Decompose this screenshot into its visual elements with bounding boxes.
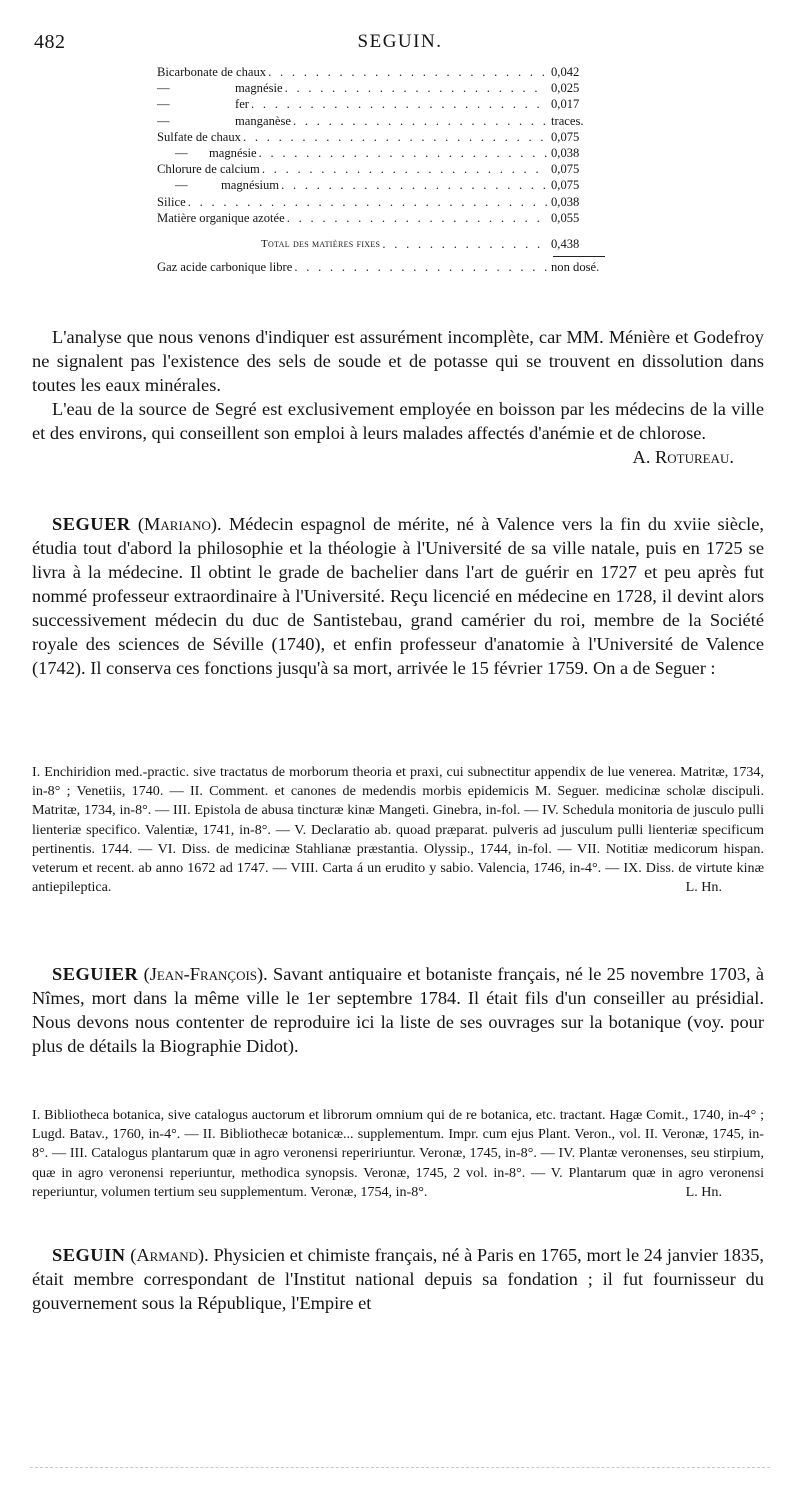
entry-seguier-bibliography [32, 1106, 764, 1202]
dot-leader [285, 80, 547, 96]
row-value: 0,042 [551, 65, 580, 79]
dot-leader [251, 96, 547, 112]
dot-leader [268, 64, 547, 80]
bibliography-paragraph [32, 763, 764, 897]
bibliography-paragraph [32, 1106, 764, 1202]
row-label: Chlorure de calcium [157, 162, 260, 177]
table-row [157, 194, 603, 210]
row-value: 0,075 [551, 129, 580, 144]
entry-seguin [32, 1243, 764, 1315]
entry-text: Physicien et chimiste français, né à Paris en 1765, mort le 24 janvier 1835, était membre correspondant de l'Institut national depuis sa fondation ; il fut fournisseur du gouvernement sous la République, l'Empire et [32, 1245, 764, 1313]
total-rule [553, 256, 605, 257]
entry-paragraph [32, 962, 764, 1058]
table-row [157, 210, 603, 226]
entry-headword: SEGUIER [52, 964, 139, 984]
row-label: Silice [157, 194, 186, 209]
row-label: magnésie [209, 145, 257, 160]
row-label: magnésie [235, 81, 283, 96]
table-row [157, 259, 603, 275]
table-row [157, 113, 603, 129]
entry-given-name: (Mariano). [137, 514, 222, 534]
entry-given-name: (Armand). [130, 1245, 209, 1265]
dot-leader [382, 236, 547, 252]
table-row [157, 96, 603, 112]
table-row [157, 80, 603, 96]
dot-leader [188, 194, 547, 210]
row-label: Gaz acide carbonique libre [157, 260, 293, 275]
author-initials: L. Hn. [685, 1183, 722, 1200]
row-value: 0,038 [551, 145, 580, 160]
row-prefix: — [157, 113, 170, 128]
dot-leader [294, 259, 547, 275]
entry-text: Savant antiquaire et botaniste français, né le 25 novembre 1703, à Nîmes, mort dans la même ville le 1er septembre 1784. Il était fils d'un conseiller au présidial. Nous devons nous contenter de reproduire ici la liste de ses ouvrages sur la botanique (voy. pour plus de détails la Biographie Didot). [32, 964, 764, 1056]
row-label: fer [235, 97, 249, 112]
scan-artifact-line [30, 1467, 770, 1470]
entry-headword: SEGUER [52, 514, 131, 534]
total-label: Total des matières fixes [261, 237, 381, 250]
row-value: traces. [551, 113, 584, 128]
author-initials: L. Hn. [685, 879, 722, 896]
row-value: 0,025 [551, 81, 580, 96]
dot-leader [281, 177, 547, 193]
author-signature: A. Rotureau. [632, 447, 734, 467]
row-prefix: — [157, 97, 170, 112]
table-row [157, 161, 603, 177]
dot-leader [293, 113, 547, 129]
row-value: 0,038 [551, 194, 580, 209]
paragraph [32, 397, 764, 467]
dot-leader [243, 129, 547, 145]
row-label: Bicarbonate de chaux [157, 65, 267, 79]
row-prefix: — [157, 81, 170, 96]
entry-paragraph [32, 512, 764, 680]
row-value: 0,017 [551, 97, 580, 112]
table-row [157, 177, 603, 193]
entry-seguer-bibliography [32, 763, 764, 897]
running-header: SEGUIN. [357, 31, 443, 52]
entry-paragraph [32, 1243, 764, 1315]
table-row [157, 129, 603, 145]
table-total-row [157, 236, 603, 252]
row-prefix: — [175, 145, 188, 160]
row-value: 0,075 [551, 178, 580, 193]
dot-leader [262, 161, 547, 177]
bibliography-text: I. Enchiridion med.-practic. sive tractatus de morborum theoria et praxi, cui subnectitur appendix de lue venerea. Matritæ, 1734, in-8° ; Venetiis, 1740. — II. Comment. et canones de medendis morbis epidemicis M. Seguer. medicinæ scholæ discipuli. Matritæ, 1734, in-8°. — III. Epistola de abusa tincturæ kinæ Mangeti. Ginebra, in-fol. — IV. Schedula monitoria de jusculo pulli lienteriæ specifico. Valentiæ, 1741, in-8°. — V. Declaratio ab. quoad præparat. pulveris ad jusculum pulli lienteriæ specificum pertinentis. 1744. — VI. Diss. de medicinæ Stahlianæ præstantia. Olyssip., 1744, in-fol. — VII. Notitiæ medicorum hispan. veterum et recent. ab anno 1672 ad 1747. — VIII. Carta á un erudito y sabio. Valencia, 1746, in-4°. — IX. Diss. de virtute kinæ antiepileptica. [32, 764, 764, 896]
entry-text: Médecin espagnol de mérite, né à Valence vers la fin du xviie siècle, étudia tout d'abord la philosophie et la théologie à l'Université de sa ville natale, puis en 1725 se livra à la médecine. Il obtint le grade de bachelier dans l'art de guérir en 1727 et peu après fut nommé professeur extraordinaire à l'Université. Reçu licencié en médecine en 1728, il devint alors successivement médecin du duc de Santistebau, grand camérier du roi, membre de la Société royale des sciences de Séville (1740), et enfin professeur d'anatomie à l'Université de Valence (1742). Il conserva ces fonctions jusqu'à sa mort, arrivée le 15 février 1759. On a de Seguer : [32, 514, 764, 678]
dot-leader [259, 145, 547, 161]
entry-headword: SEGUIN [52, 1245, 126, 1265]
paragraph: L'analyse que nous venons d'indiquer est assurément incomplète, car MM. Ménière et Godefroy ne signalent pas l'existence des sels de soude et de potasse qui se trouvent en dissolution dans toutes les eaux minérales. [32, 327, 764, 395]
entry-seguer [32, 512, 764, 680]
row-label: Matière organique azotée [157, 210, 285, 225]
total-value: 0,438 [551, 236, 580, 251]
entry-seguier [32, 962, 764, 1058]
page-number: 482 [34, 31, 66, 53]
row-label: magnésium [221, 178, 280, 193]
row-value: 0,075 [551, 162, 580, 177]
table-row [157, 64, 603, 80]
row-label: Sulfate de chaux [157, 129, 241, 144]
bibliography-text: I. Bibliotheca botanica, sive catalogus auctorum et librorum omnium qui de re botanica, etc. tractant. Hagæ Comit., 1740, in-4° ; Lugd. Batav., 1760, in-4°. — II. Bibliothecæ botanicæ... supplementum. Impr. cum ejus Plant. Veron., vol. II. Veronæ, 1745, in-8°. — III. Catalogus plantarum quæ in agro veronensi repeririuntur. Veronæ, 1745, in-8°. — IV. Plantæ veronenses, seu stirpium, quæ in agro veronensi reperiuntur, methodica synopsis. Veronæ, 1745, 2 vol. in-8°. — V. Plantarum quæ in agro veronensi reperiuntur, volumen tertium seu supplementum. Veronæ, 1754, in-8°. [32, 1107, 764, 1200]
entry-given-name: (Jean-François). [143, 964, 268, 984]
row-value: non dosé. [551, 260, 600, 275]
analysis-commentary [32, 325, 764, 469]
row-prefix: — [175, 178, 188, 193]
row-value: 0,055 [551, 210, 580, 225]
dot-leader [287, 210, 547, 226]
paragraph-text: L'eau de la source de Segré est exclusivement employée en boisson par les médecins de la ville et des environs, qui conseillent son emploi à leurs malades affectés d'anémie et de chlorose. [32, 399, 764, 443]
mineral-analysis-table [157, 64, 603, 275]
row-label: manganèse [235, 113, 291, 128]
table-row [157, 145, 603, 161]
